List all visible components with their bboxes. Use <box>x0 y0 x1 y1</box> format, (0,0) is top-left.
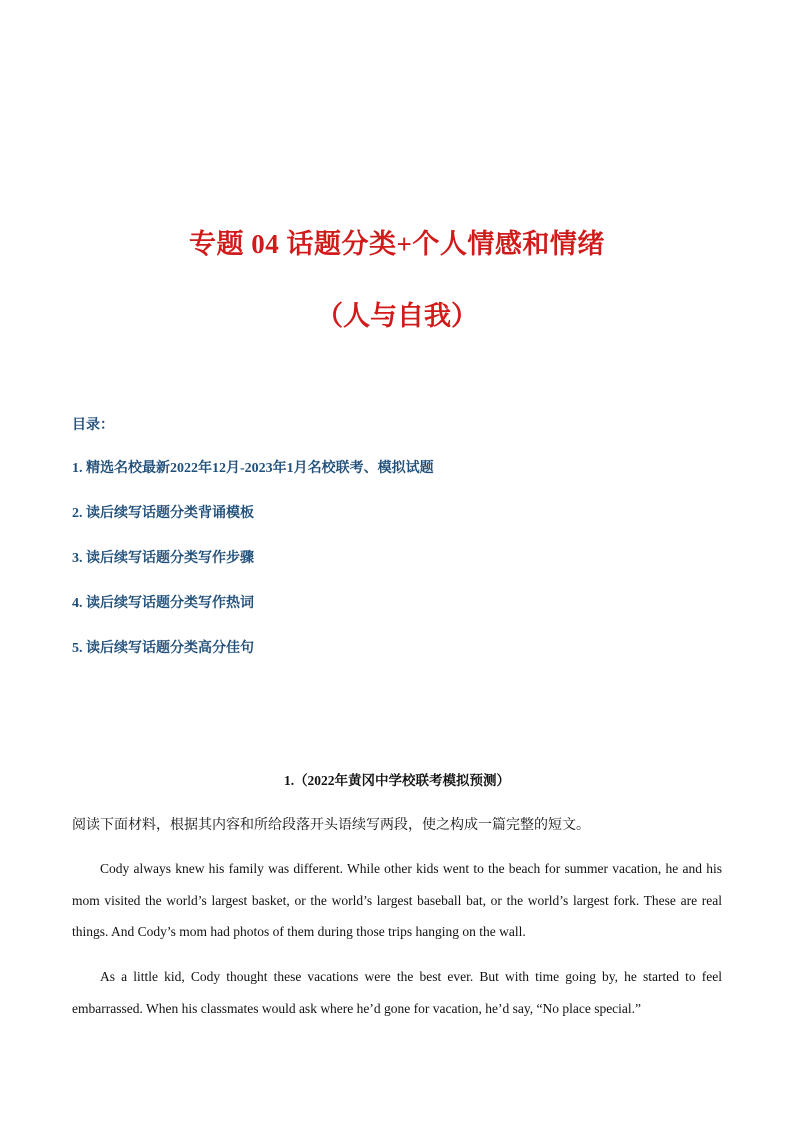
document-title: 专题 04 话题分类+个人情感和情绪 <box>189 229 605 259</box>
document-subtitle: （人与自我） <box>316 301 478 331</box>
toc-item-4: 4. 读后续写话题分类写作热词 <box>72 596 254 611</box>
toc-list <box>72 459 434 684</box>
question-title: 1.（2022年黄冈中学校联考模拟预测） <box>283 773 511 788</box>
toc-heading: 目录： <box>72 418 114 433</box>
toc-item-3: 3. 读后续写话题分类写作步骤 <box>72 551 254 566</box>
question-instruction: 阅读下面材料，根据其内容和所给段落开头语续写两段，使之构成一篇完整的短文。 <box>72 818 590 833</box>
passage-paragraph-2: As a little kid, Cody thought these vacations were the best ever. But with time going by, he started to feel embarrassed. When his classmates would ask where he’d gone for vacation, he’d say, “No place special.” <box>72 969 722 1016</box>
passage-paragraph-1: Cody always knew his family was different. While other kids went to the beach for summer vacation, he and his mom visited the world’s largest basket, or the world’s largest baseball bat, or the world’s largest fork. These are real things. And Cody’s mom had photos of them during those trips hanging on the wall. <box>72 861 722 939</box>
toc-item-2: 2. 读后续写话题分类背诵模板 <box>72 506 254 521</box>
toc-item-5: 5. 读后续写话题分类高分佳句 <box>72 641 254 656</box>
toc-item-1: 1. 精选名校最新2022年12月-2023年1月名校联考、模拟试题 <box>72 461 434 476</box>
